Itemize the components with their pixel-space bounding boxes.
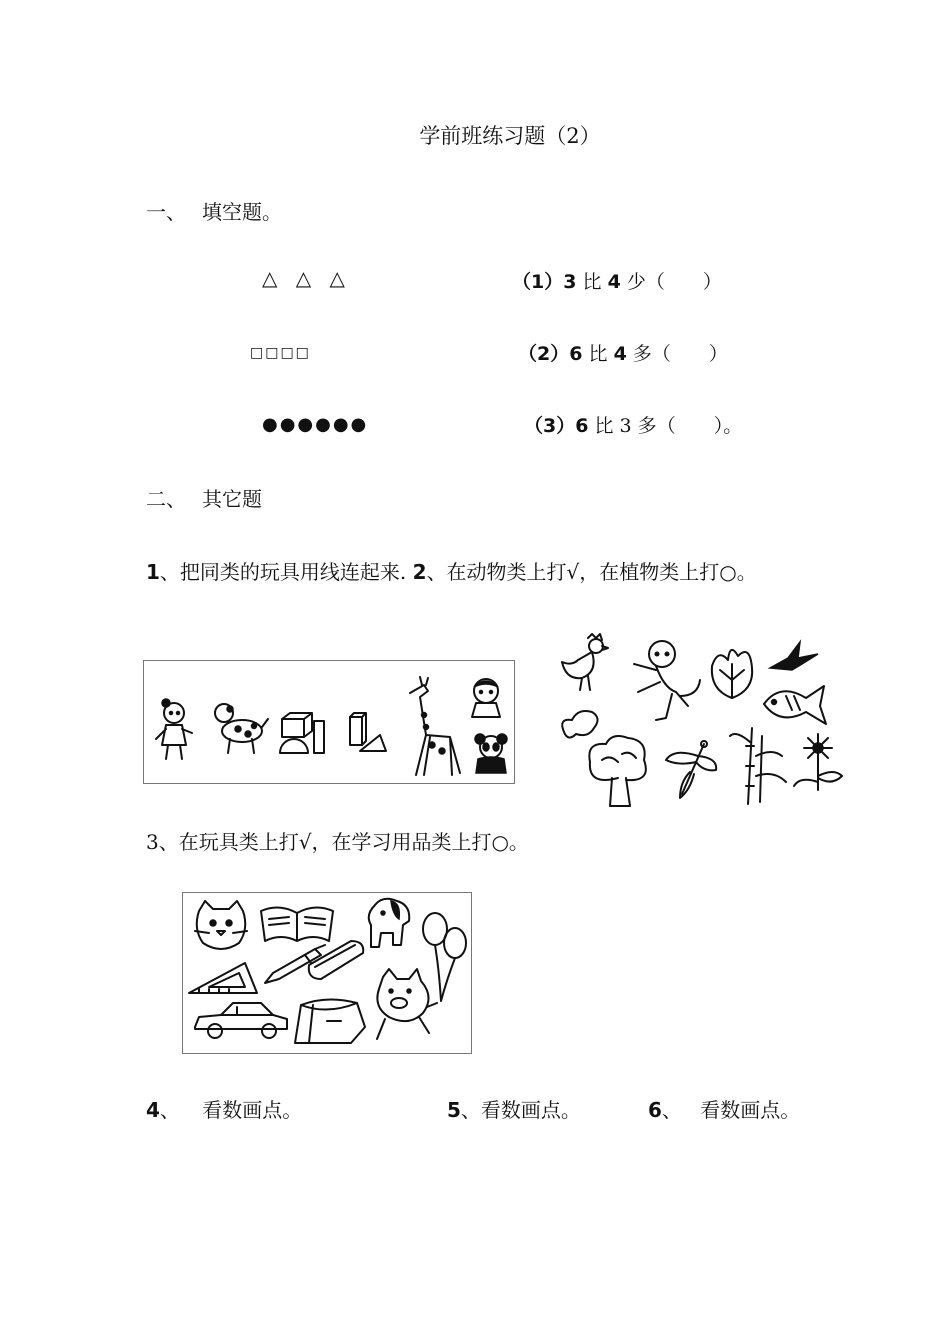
q4-number: 4 — [146, 1098, 160, 1122]
question-3-mid: 比 3 多 — [594, 415, 657, 437]
section-2-number: 二、 — [146, 487, 186, 511]
q1-number: 1 — [146, 560, 160, 584]
fish-icon[interactable] — [758, 680, 830, 728]
cat-icon[interactable] — [191, 899, 251, 953]
block-shapes-icon[interactable] — [344, 711, 390, 757]
schoolbag-icon[interactable] — [287, 991, 371, 1049]
question-1-number: （1） — [512, 271, 564, 293]
animals-plants-picture — [552, 628, 848, 812]
q6-text: 看数画点。 — [700, 1098, 801, 1122]
question-3-number: （3） — [524, 415, 576, 437]
section-1-heading — [146, 196, 282, 225]
pig-icon[interactable] — [369, 967, 441, 1047]
giraffe-icon[interactable] — [402, 675, 464, 779]
question-5 — [447, 1094, 581, 1123]
swallow-icon[interactable] — [766, 640, 822, 676]
question-4 — [146, 1094, 302, 1123]
q2-text: 、在动物类上打√，在植物类上打○。 — [426, 560, 757, 584]
q2-number: 2 — [412, 560, 427, 584]
question-6 — [648, 1094, 800, 1123]
question-2-number: （2） — [518, 343, 570, 365]
triangles-row: △ △ △ — [262, 266, 351, 290]
q4-separator: 、 — [159, 1098, 180, 1122]
question-2-mid: 比 — [588, 343, 608, 365]
girl-doll-icon[interactable] — [152, 697, 202, 765]
section-2-label: 其它题 — [202, 487, 262, 511]
bamboo-icon[interactable] — [728, 726, 788, 806]
q5-number: 5 — [447, 1098, 461, 1122]
question-3-blank[interactable]: （ ）。 — [656, 415, 743, 437]
page-title: 学前班练习题（2） — [419, 124, 601, 148]
question-2 — [518, 339, 728, 366]
question-3-a: 6 — [575, 415, 589, 437]
pencil-case-icon[interactable] — [303, 937, 369, 983]
rooster-icon[interactable] — [558, 632, 614, 696]
q5-text: 、看数画点。 — [460, 1098, 581, 1122]
question-1-blank[interactable]: （ ） — [645, 271, 722, 293]
question-1-a: 3 — [563, 271, 577, 293]
question-1-mid: 比 — [582, 271, 602, 293]
question-3-heading: 3、在玩具类上打√，在学习用品类上打○。 — [146, 830, 529, 854]
section-2-heading — [146, 483, 262, 512]
dots-row: ●●●●●● — [262, 414, 369, 435]
q1-text: 、把同类的玩具用线连起来. — [159, 560, 407, 584]
doll-face-icon[interactable] — [466, 675, 506, 721]
question-2-b: 4 — [613, 343, 627, 365]
supplies-picture-box — [182, 892, 472, 1054]
toys-picture-box — [143, 660, 515, 784]
section-1-number: 一、 — [146, 200, 186, 224]
building-blocks-icon[interactable] — [276, 709, 332, 759]
dog-icon[interactable] — [363, 895, 415, 953]
cabbage-icon[interactable] — [704, 640, 760, 702]
q6-number: 6 — [648, 1098, 662, 1122]
panda-icon[interactable] — [472, 733, 512, 777]
toy-car-icon[interactable] — [191, 997, 291, 1043]
flower-icon[interactable] — [788, 732, 848, 792]
dragonfly-icon[interactable] — [660, 738, 720, 804]
question-2-relation: 多 — [632, 343, 652, 365]
monkey-icon[interactable] — [626, 636, 706, 726]
spotted-dog-icon[interactable] — [208, 701, 270, 757]
question-2-blank[interactable]: （ ） — [651, 343, 728, 365]
section-1-label: 填空题。 — [202, 200, 282, 224]
question-2-a: 6 — [569, 343, 583, 365]
question-1-b: 4 — [607, 271, 621, 293]
tree-icon[interactable] — [582, 732, 654, 812]
question-3 — [524, 411, 742, 438]
questions-1-2 — [146, 556, 757, 585]
squares-row: □□□□ — [250, 345, 311, 361]
question-1 — [512, 267, 722, 294]
question-1-relation: 少 — [626, 271, 646, 293]
q4-text: 看数画点。 — [202, 1098, 303, 1122]
triangle-ruler-icon[interactable] — [185, 959, 261, 999]
q6-separator: 、 — [661, 1098, 682, 1122]
